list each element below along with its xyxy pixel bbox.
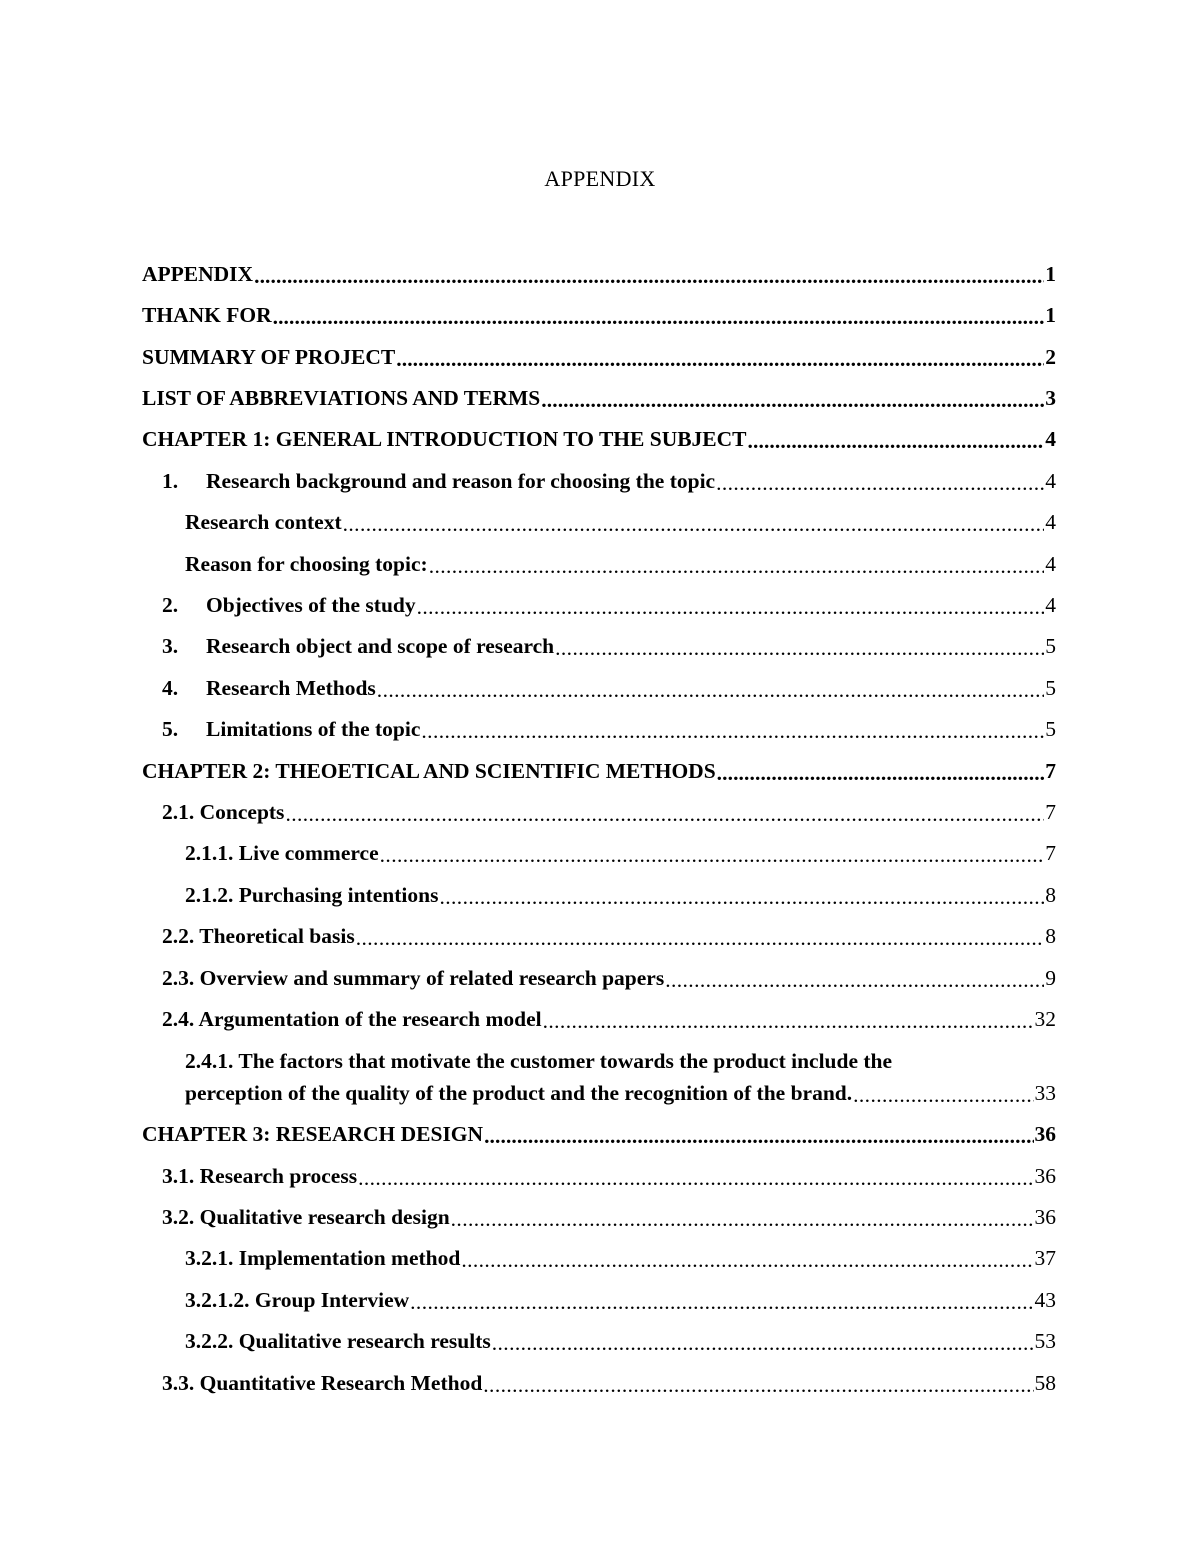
toc-entry[interactable]	[142, 786, 1056, 827]
toc-entry-label: 2.2. Theoretical basis	[162, 924, 355, 949]
toc-entry[interactable]	[142, 993, 1056, 1034]
toc-page-number: 8	[1045, 924, 1056, 949]
toc-entry-label: perception of the quality of the product and the recognition of the brand.	[185, 1080, 853, 1105]
toc-entry-label: 2.4. Argumentation of the research model	[162, 1006, 542, 1031]
toc-entry-number: 5.	[162, 717, 179, 742]
toc-page-number: 8	[1045, 882, 1056, 907]
toc-entry-label: LIST OF ABBREVIATIONS AND TERMS	[142, 386, 541, 411]
dot-leader	[439, 886, 1044, 906]
toc-entry-label: 2.4.1. The factors that motivate the customer towards the product include the	[185, 1049, 893, 1074]
toc-page-number: 7	[1045, 841, 1056, 866]
toc-entry[interactable]	[142, 248, 1056, 289]
toc-entry[interactable]	[142, 496, 1056, 537]
toc-entry[interactable]	[142, 579, 1056, 620]
dot-leader	[380, 845, 1045, 865]
toc-entry[interactable]	[142, 538, 1056, 579]
toc-entry-label: Research Methods	[206, 675, 376, 700]
toc-entry-label: 2.1.1. Live commerce	[185, 841, 379, 866]
toc-entry[interactable]	[142, 1315, 1056, 1356]
dot-leader	[421, 721, 1044, 741]
toc-entry-label: Reason for choosing topic:	[185, 551, 428, 576]
dot-leader	[254, 265, 1044, 285]
toc-entry[interactable]	[142, 372, 1056, 413]
toc-page-number: 3	[1045, 386, 1056, 411]
toc-entry-line2	[185, 1080, 1056, 1105]
toc-entry[interactable]	[142, 289, 1056, 330]
toc-entry-number: 1.	[162, 468, 179, 493]
toc-entry-label: Objectives of the study	[206, 593, 416, 618]
toc-entry-label: Research background and reason for choosing the topic	[206, 468, 716, 493]
toc-page-number: 36	[1034, 1163, 1056, 1188]
dot-leader	[417, 597, 1045, 617]
toc-page-number: 9	[1045, 965, 1056, 990]
dot-leader	[410, 1291, 1033, 1311]
toc-page-number: 7	[1045, 758, 1056, 783]
toc-page-number: 4	[1045, 593, 1056, 618]
toc-entry[interactable]	[142, 1150, 1056, 1191]
toc-entry[interactable]	[142, 952, 1056, 993]
toc-entry-label: 3.2. Qualitative research design	[162, 1205, 450, 1230]
toc-entry[interactable]	[142, 414, 1056, 455]
toc-entry-label: SUMMARY OF PROJECT	[142, 344, 396, 369]
dot-leader	[853, 1084, 1033, 1104]
page-title: APPENDIX	[544, 166, 656, 191]
dot-leader	[377, 679, 1044, 699]
toc-entry[interactable]	[142, 827, 1056, 868]
toc-page-number: 58	[1034, 1370, 1056, 1395]
toc-entry[interactable]	[142, 1357, 1056, 1398]
toc-entry[interactable]	[142, 1034, 1056, 1108]
toc-page-number: 7	[1045, 799, 1056, 824]
toc-entry-label: 2.3. Overview and summary of related research papers	[162, 965, 665, 990]
toc-entry-number: 2.	[162, 593, 179, 618]
toc-page-number: 37	[1034, 1246, 1056, 1271]
toc-page-number: 4	[1045, 510, 1056, 535]
dot-leader	[665, 969, 1044, 989]
dot-leader	[356, 928, 1045, 948]
toc-page-number: 1	[1045, 303, 1056, 328]
dot-leader	[429, 555, 1045, 575]
toc-entry[interactable]	[142, 703, 1056, 744]
dot-leader	[343, 514, 1045, 534]
toc-entry-label: 3.2.2. Qualitative research results	[185, 1329, 491, 1354]
toc-page-number: 1	[1045, 261, 1056, 286]
toc-entry-label: THANK FOR	[142, 303, 272, 328]
toc-page-number: 5	[1045, 675, 1056, 700]
toc-page-number: 5	[1045, 634, 1056, 659]
dot-leader	[273, 307, 1045, 327]
toc-entry-label: 2.1.2. Purchasing intentions	[185, 882, 439, 907]
toc-page-number: 53	[1034, 1329, 1056, 1354]
toc-entry[interactable]	[142, 455, 1056, 496]
toc-page-number: 4	[1045, 427, 1056, 452]
toc-entry-label: CHAPTER 2: THEOETICAL AND SCIENTIFIC METHODS	[142, 758, 716, 783]
toc-entry-label: 3.2.1.2. Group Interview	[185, 1287, 410, 1312]
toc-page-number: 2	[1045, 344, 1056, 369]
toc-entry[interactable]	[142, 1108, 1056, 1149]
toc-entry-label: Limitations of the topic	[206, 717, 421, 742]
dot-leader	[396, 348, 1044, 368]
toc-entry-label: 3.2.1. Implementation method	[185, 1246, 461, 1271]
toc-entry-label: 3.1. Research process	[162, 1163, 358, 1188]
toc-entry-number: 4.	[162, 675, 179, 700]
toc-page-number: 5	[1045, 717, 1056, 742]
toc-page-number: 36	[1034, 1205, 1056, 1230]
toc-entry[interactable]	[142, 910, 1056, 951]
dot-leader	[358, 1167, 1033, 1187]
toc-entry-label: 3.3. Quantitative Research Method	[162, 1370, 483, 1395]
toc-entry-label: Research context	[185, 510, 342, 535]
toc-entry[interactable]	[142, 869, 1056, 910]
dot-leader	[451, 1209, 1034, 1229]
toc-entry-label: CHAPTER 3: RESEARCH DESIGN	[142, 1122, 484, 1147]
toc-page-number: 43	[1034, 1287, 1056, 1312]
toc-entry-label: CHAPTER 1: GENERAL INTRODUCTION TO THE SUBJECT	[142, 427, 747, 452]
dot-leader	[717, 762, 1045, 782]
toc-page-number: 33	[1034, 1080, 1056, 1105]
table-of-contents	[142, 248, 1056, 1398]
toc-page-number: 4	[1045, 551, 1056, 576]
toc-entry[interactable]	[142, 1191, 1056, 1232]
toc-entry[interactable]	[142, 1274, 1056, 1315]
dot-leader	[541, 390, 1044, 410]
toc-entry[interactable]	[142, 331, 1056, 372]
dot-leader	[492, 1333, 1034, 1353]
dot-leader	[748, 431, 1045, 451]
toc-entry-label: APPENDIX	[142, 261, 254, 286]
toc-entry-label: Research object and scope of research	[206, 634, 555, 659]
toc-page-number: 4	[1045, 468, 1056, 493]
dot-leader	[716, 472, 1044, 492]
toc-entry-label: 2.1. Concepts	[162, 799, 285, 824]
dot-leader	[483, 1374, 1033, 1394]
toc-entry[interactable]	[142, 621, 1056, 662]
toc-entry-multiline	[185, 1051, 1056, 1104]
dot-leader	[543, 1010, 1034, 1030]
dot-leader	[461, 1250, 1033, 1270]
toc-entry[interactable]	[142, 1233, 1056, 1274]
dot-leader	[555, 638, 1044, 658]
toc-page-number: 36	[1034, 1122, 1056, 1147]
toc-entry[interactable]	[142, 745, 1056, 786]
dot-leader	[285, 803, 1044, 823]
toc-page-number: 32	[1034, 1006, 1056, 1031]
toc-entry[interactable]	[142, 662, 1056, 703]
toc-entry-number: 3.	[162, 634, 179, 659]
dot-leader	[484, 1126, 1033, 1146]
